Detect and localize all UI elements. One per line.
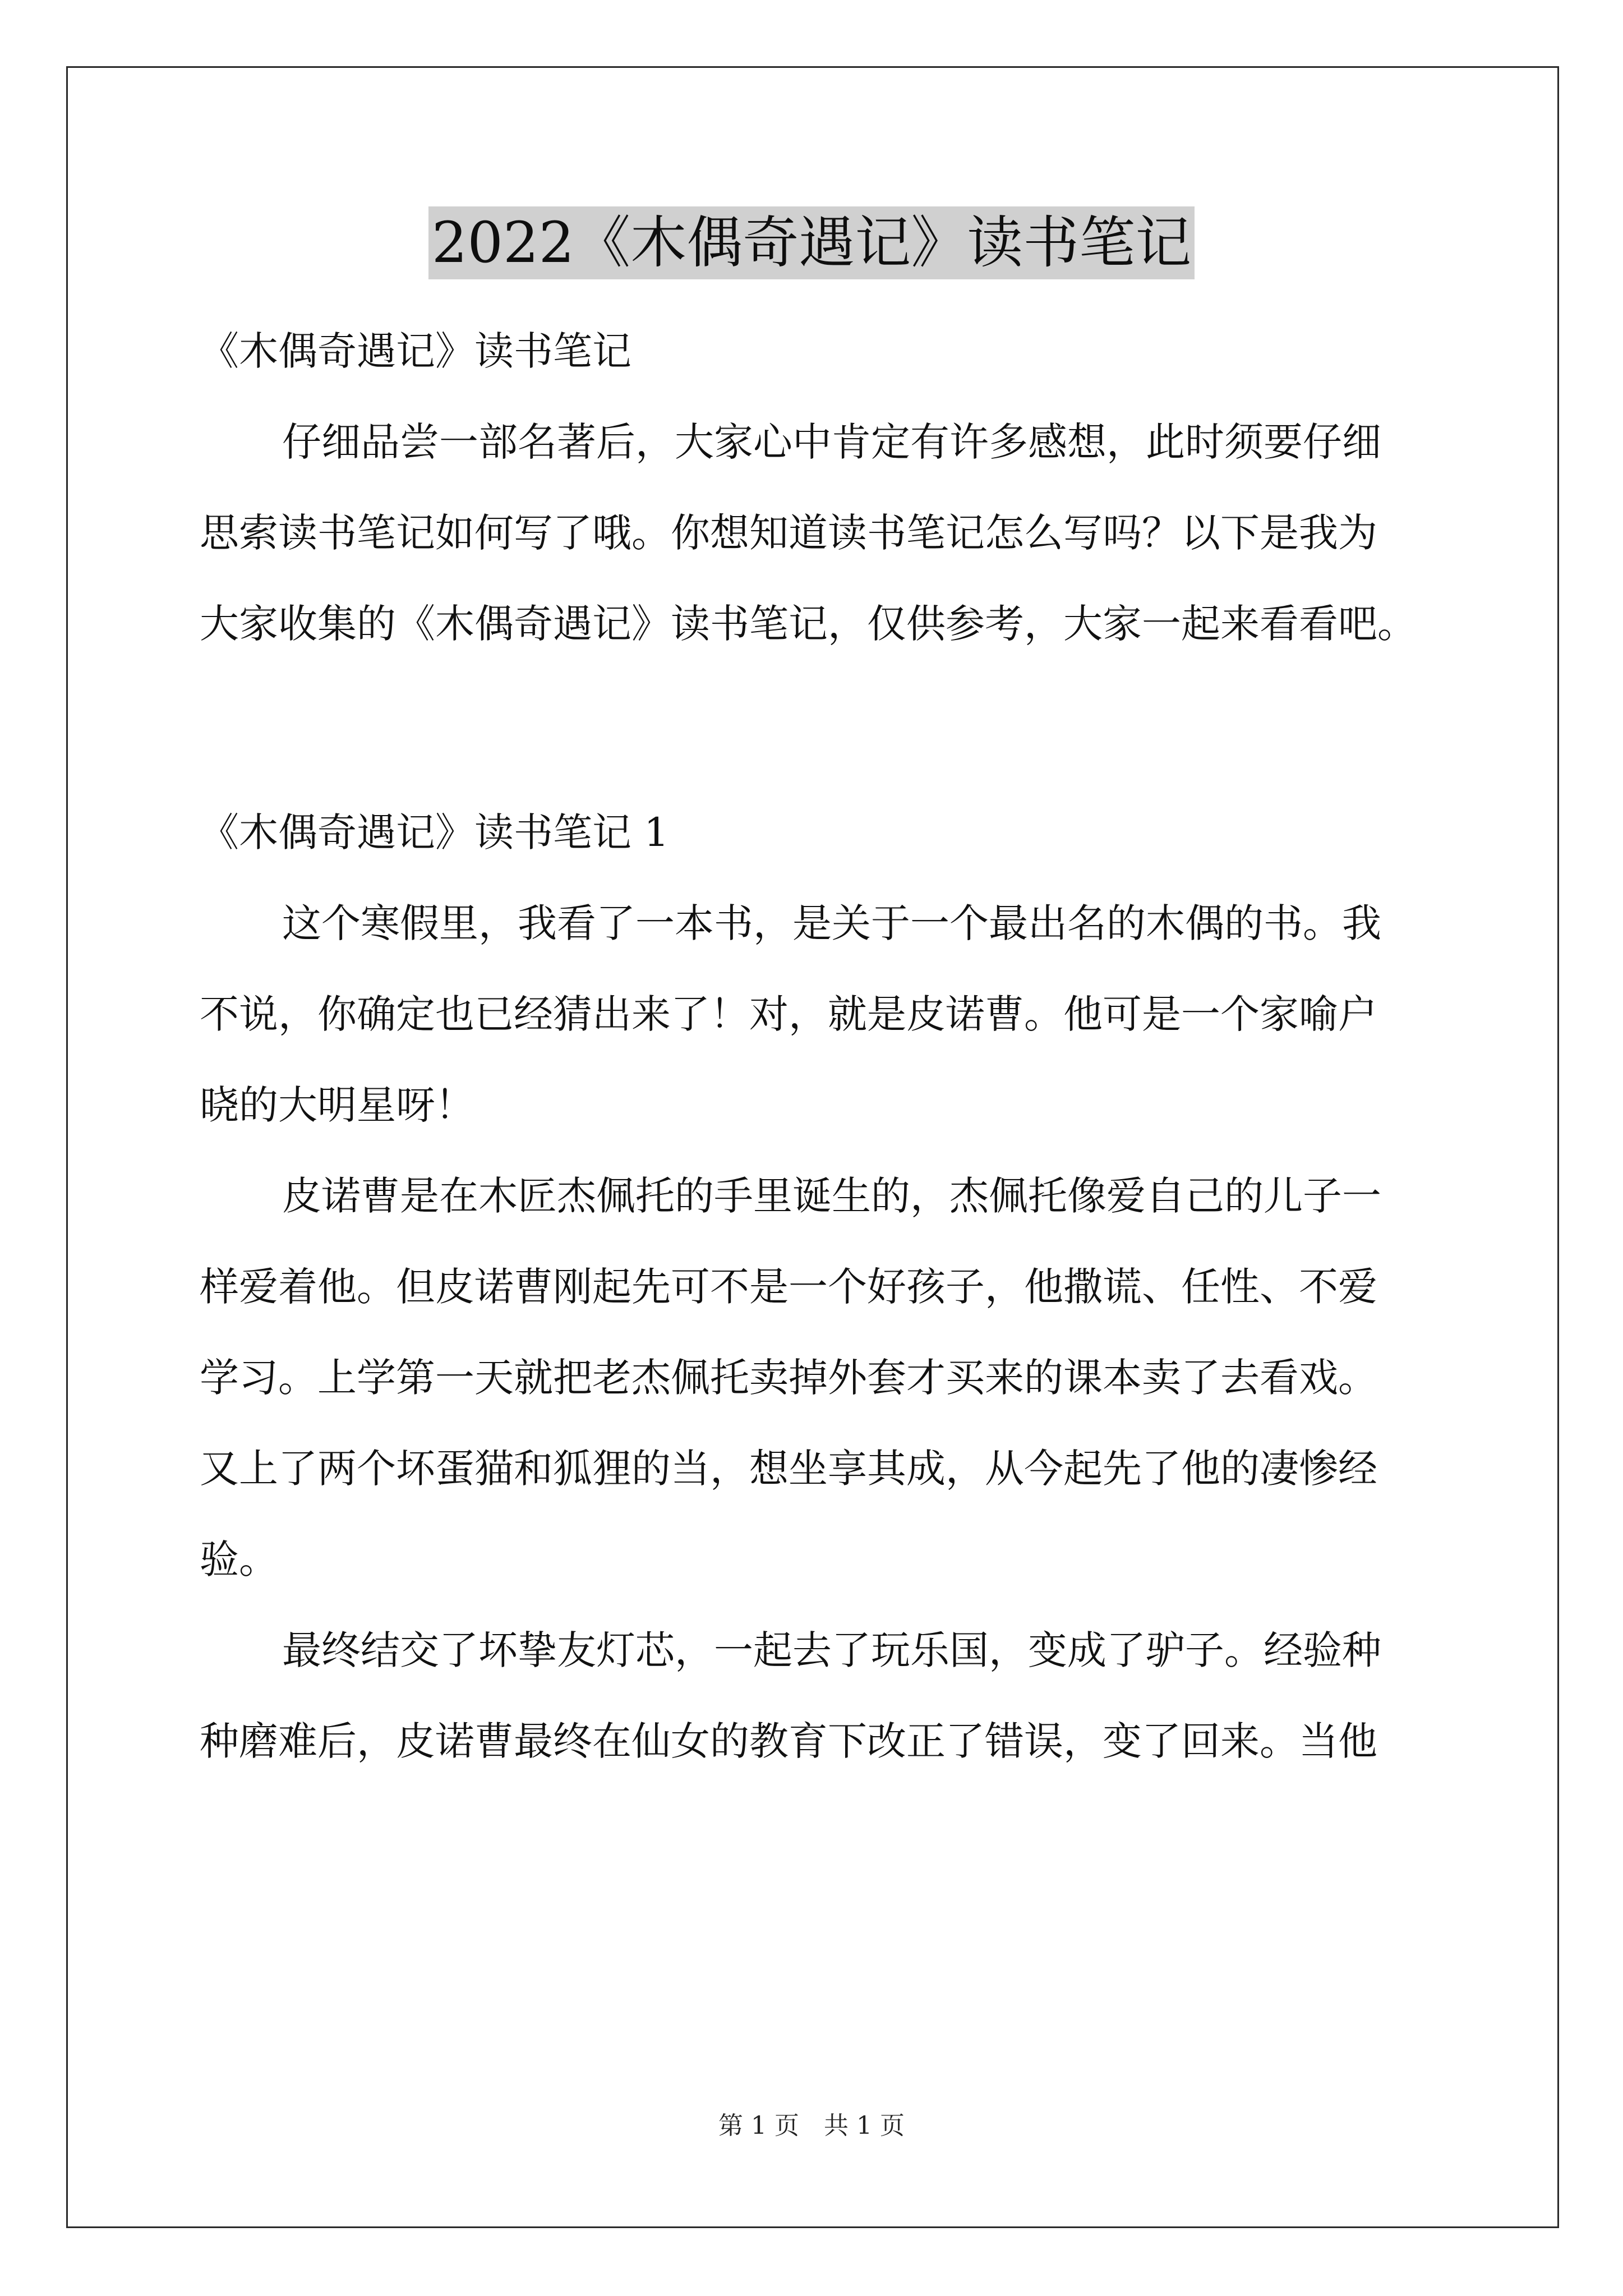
body-line: 不说，你确定也已经猜出来了！对，就是皮诺曹。他可是一个家喻户 <box>200 991 1377 1037</box>
body-line: 皮诺曹是在木匠杰佩托的手里诞生的，杰佩托像爱自己的儿子一 <box>282 1173 1381 1219</box>
body-line: 样爱着他。但皮诺曹刚起先可不是一个好孩子，他撒谎、任性、不爱 <box>200 1264 1377 1310</box>
body-line: 晓的大明星呀！ <box>200 1082 474 1128</box>
body-line: 验。 <box>200 1536 278 1582</box>
subtitle: 《木偶奇遇记》读书笔记 <box>200 328 631 374</box>
body-line: 这个寒假里，我看了一本书，是关于一个最出名的木偶的书。我 <box>282 900 1381 946</box>
document-title: 2022《木偶奇遇记》读书笔记 <box>428 206 1195 279</box>
body-line: 种磨难后，皮诺曹最终在仙女的教育下改正了错误，变了回来。当他 <box>200 1718 1377 1764</box>
title-container <box>0 206 1623 279</box>
intro-line: 仔细品尝一部名著后，大家心中肯定有许多感想，此时须要仔细 <box>282 419 1381 465</box>
body-line: 又上了两个坏蛋猫和狐狸的当，想坐享其成，从今起先了他的凄惨经 <box>200 1446 1377 1492</box>
body-line: 学习。上学第一天就把老杰佩托卖掉外套才买来的课本卖了去看戏。 <box>200 1355 1377 1401</box>
section-heading: 《木偶奇遇记》读书笔记 1 <box>200 809 669 855</box>
body-line: 最终结交了坏挚友灯芯，一起去了玩乐国，变成了驴子。经验种 <box>282 1627 1381 1673</box>
intro-line: 大家收集的《木偶奇遇记》读书笔记，仅供参考，大家一起来看看吧。 <box>200 601 1417 647</box>
page-footer: 第 1 页 共 1 页 <box>718 2111 905 2140</box>
paragraph-gap <box>200 669 1433 787</box>
document-body <box>200 306 1433 1787</box>
intro-line: 思索读书笔记如何写了哦。你想知道读书笔记怎么写吗？以下是我为 <box>200 510 1377 556</box>
